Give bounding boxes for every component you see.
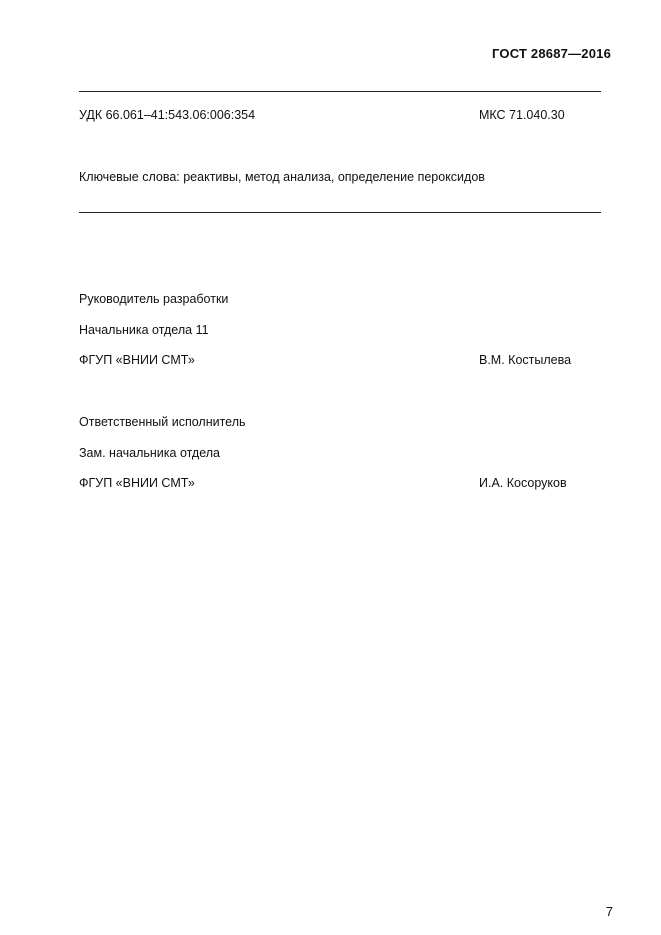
mks-code: МКС 71.040.30 <box>479 108 565 122</box>
signature-organization: ФГУП «ВНИИ СМТ» <box>79 476 195 490</box>
page-number: 7 <box>605 904 613 919</box>
signature-position: Зам. начальника отдела <box>79 446 221 460</box>
standard-code: ГОСТ 28687—2016 <box>492 46 611 61</box>
signature-role: Руководитель разработки <box>79 292 229 306</box>
keywords-line: Ключевые слова: реактивы, метод анализа, определение пероксидов <box>79 170 485 184</box>
top-divider <box>79 91 601 92</box>
signature-name: В.М. Костылева <box>479 353 572 367</box>
signature-position: Начальника отдела 11 <box>79 323 209 337</box>
signature-role: Ответственный исполнитель <box>79 415 246 429</box>
signature-name: И.А. Косоруков <box>479 476 567 490</box>
signature-organization: ФГУП «ВНИИ СМТ» <box>79 353 195 367</box>
bottom-divider <box>79 212 601 213</box>
udk-code: УДК 66.061–41:543.06:006:354 <box>79 108 256 122</box>
